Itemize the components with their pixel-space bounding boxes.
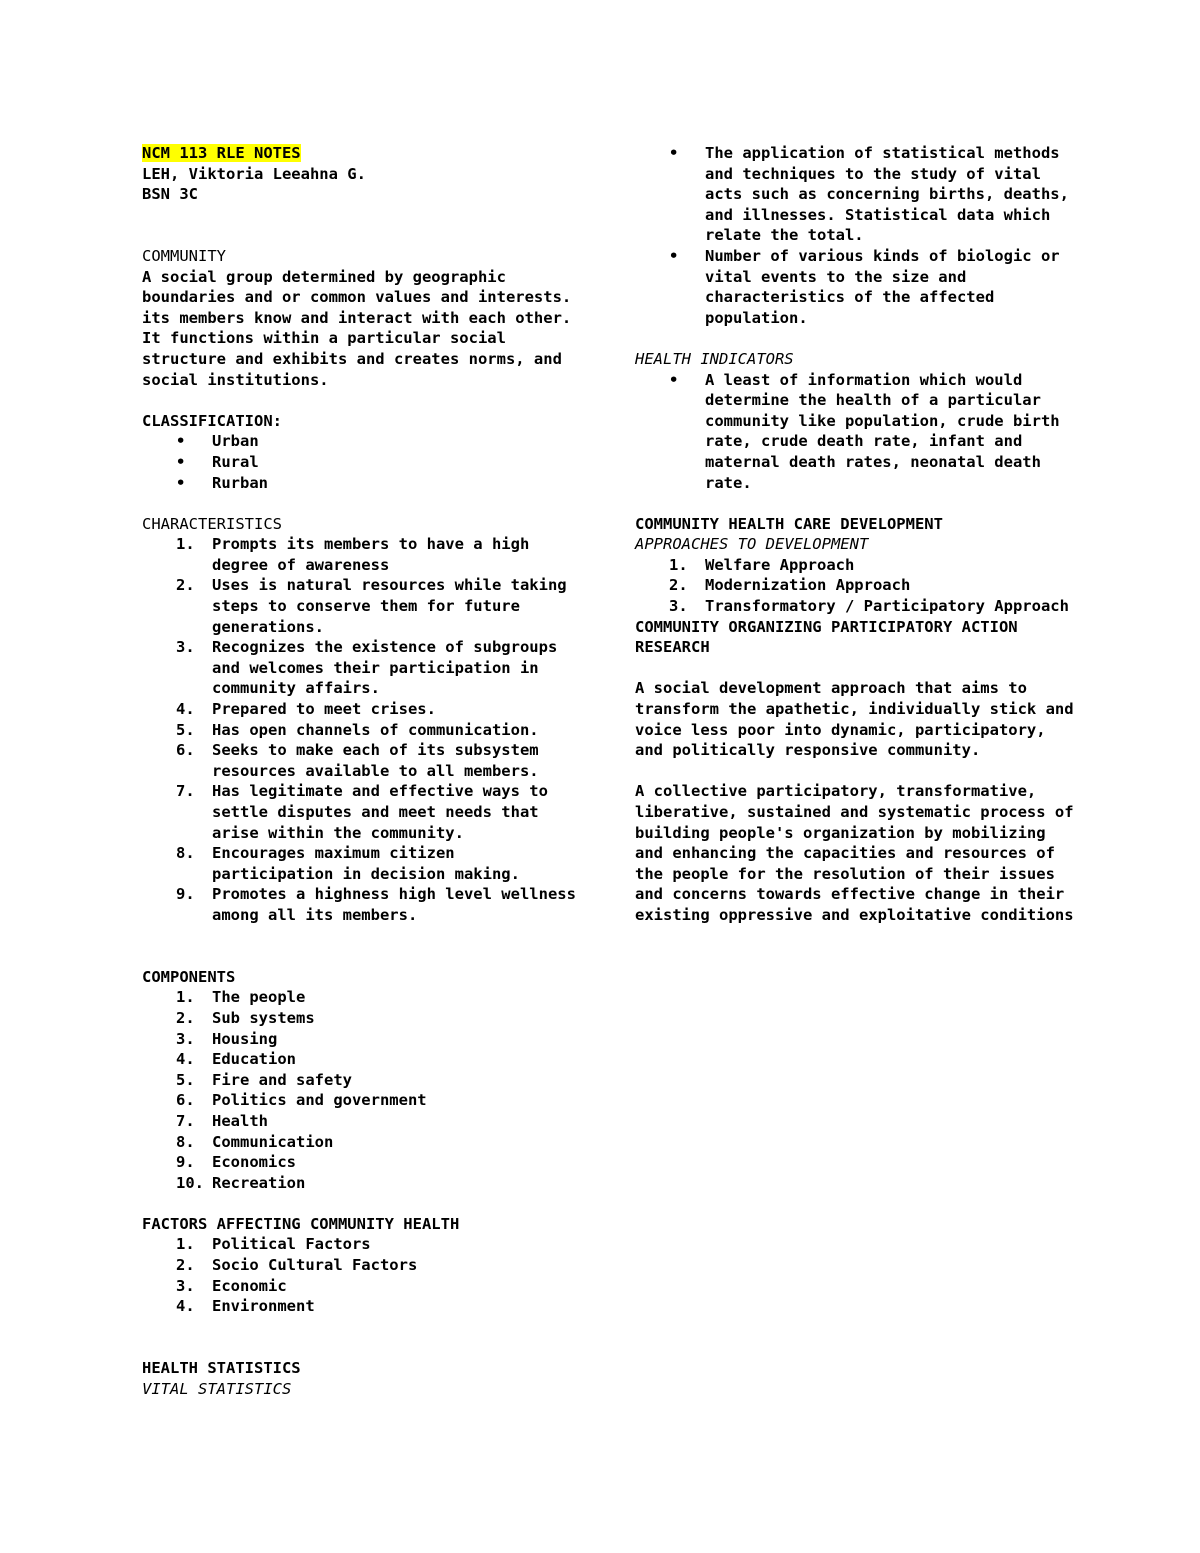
list-item: • The application of statistical methods and techniques to the study of vital acts such as concerning births, deaths, and illnesses. Statistical data which relate the total. (669, 144, 1069, 245)
list-item: 2. Sub systems (176, 1008, 315, 1027)
list-item: 2. Uses is natural resources while taking steps to conserve them for future generations. (176, 576, 567, 636)
list-item: 3. Housing (176, 1029, 278, 1048)
approaches-heading: APPROACHES TO DEVELOPMENT (635, 535, 869, 554)
classification-heading: CLASSIFICATION: (142, 411, 282, 430)
list-item: 10. Recreation (176, 1173, 306, 1192)
organizing-text-1: A social development approach that aims to transform the apathetic, individually stick and voice less poor into dynamic, participatory, and politically responsive community. (635, 679, 1083, 760)
doc-title: NCM 113 RLE NOTES (142, 144, 301, 162)
characteristics-list (142, 534, 582, 925)
list-item: 7. Health (176, 1111, 268, 1130)
left-column (142, 143, 590, 1399)
section-label: BSN 3C (142, 185, 198, 204)
classification-list (142, 431, 582, 493)
list-item: 2. Socio Cultural Factors (176, 1256, 418, 1275)
list-item: 6. Seeks to make each of its subsystem resources available to all members. (176, 741, 539, 780)
community-heading: COMMUNITY (142, 246, 226, 265)
health-indicators-list (635, 370, 1075, 494)
list-item: 1. Welfare Approach (669, 555, 855, 574)
components-heading: COMPONENTS (142, 967, 236, 986)
organizing-text-2: A collective participatory, transformative, liberative, sustained and systematic process of building people's organization by mobilizing and enhancing the capacities and resources of the people for the resolution of their issues and concerns towards effective change in their existing oppressive and exploitative conditions (635, 782, 1083, 924)
list-item: 5. Has open channels of communication. (176, 720, 539, 739)
community-definition: A social group determined by geographic boundaries and or common values and interests. its members know and interact with each other. It functions within a particular social structure and exhibits and creates norms, and social institutions. (142, 267, 590, 389)
list-item: • Rural (176, 452, 259, 471)
list-item: 9. Promotes a highness high level wellness among all its members. (176, 885, 576, 924)
list-item: 3. Economic (176, 1276, 287, 1295)
list-item: 1. The people (176, 988, 306, 1007)
organizing-heading: COMMUNITY ORGANIZING PARTICIPATORY ACTION RESEARCH (635, 617, 1027, 657)
list-item: 1. Prompts its members to have a high degree of awareness (176, 535, 530, 574)
author-name: LEH, Viktoria Leeahna G. (142, 164, 366, 183)
factors-list (142, 1234, 582, 1316)
factors-heading: FACTORS AFFECTING COMMUNITY HEALTH (142, 1214, 460, 1233)
list-item: 8. Communication (176, 1132, 334, 1151)
right-column (635, 143, 1083, 926)
list-item: 3. Transformatory / Participatory Approach (669, 597, 1069, 616)
health-statistics-heading: HEALTH STATISTICS (142, 1359, 301, 1378)
components-list (142, 987, 582, 1193)
approaches-list (635, 555, 1075, 617)
characteristics-heading: CHARACTERISTICS (142, 514, 282, 533)
health-indicators-heading: HEALTH INDICATORS (635, 349, 794, 368)
list-item: 8. Encourages maximum citizen participation in decision making. (176, 844, 520, 883)
list-item: 9. Economics (176, 1153, 296, 1172)
list-item: 4. Education (176, 1050, 296, 1069)
list-item: 6. Politics and government (176, 1091, 427, 1110)
vital-statistics-list (635, 143, 1075, 328)
list-item: 2. Modernization Approach (669, 576, 911, 595)
development-heading: COMMUNITY HEALTH CARE DEVELOPMENT (635, 514, 943, 533)
list-item: 5. Fire and safety (176, 1070, 352, 1089)
vital-statistics-heading: VITAL STATISTICS (142, 1379, 292, 1398)
list-item: • A least of information which would determine the health of a particular community like population, crude birth rate, crude death rate, infant and maternal death rates, neonatal death rate. (669, 370, 1060, 492)
list-item: 7. Has legitimate and effective ways to settle disputes and meet needs that arise within the community. (176, 782, 548, 842)
list-item: 4. Prepared to meet crises. (176, 700, 436, 719)
list-item: 1. Political Factors (176, 1235, 371, 1254)
list-item: • Urban (176, 432, 259, 451)
list-item: 4. Environment (176, 1297, 315, 1316)
list-item: 3. Recognizes the existence of subgroups and welcomes their participation in community affairs. (176, 638, 558, 698)
list-item: • Number of various kinds of biologic or vital events to the size and characteristics of the affected population. (669, 246, 1060, 327)
list-item: • Rurban (176, 473, 268, 492)
